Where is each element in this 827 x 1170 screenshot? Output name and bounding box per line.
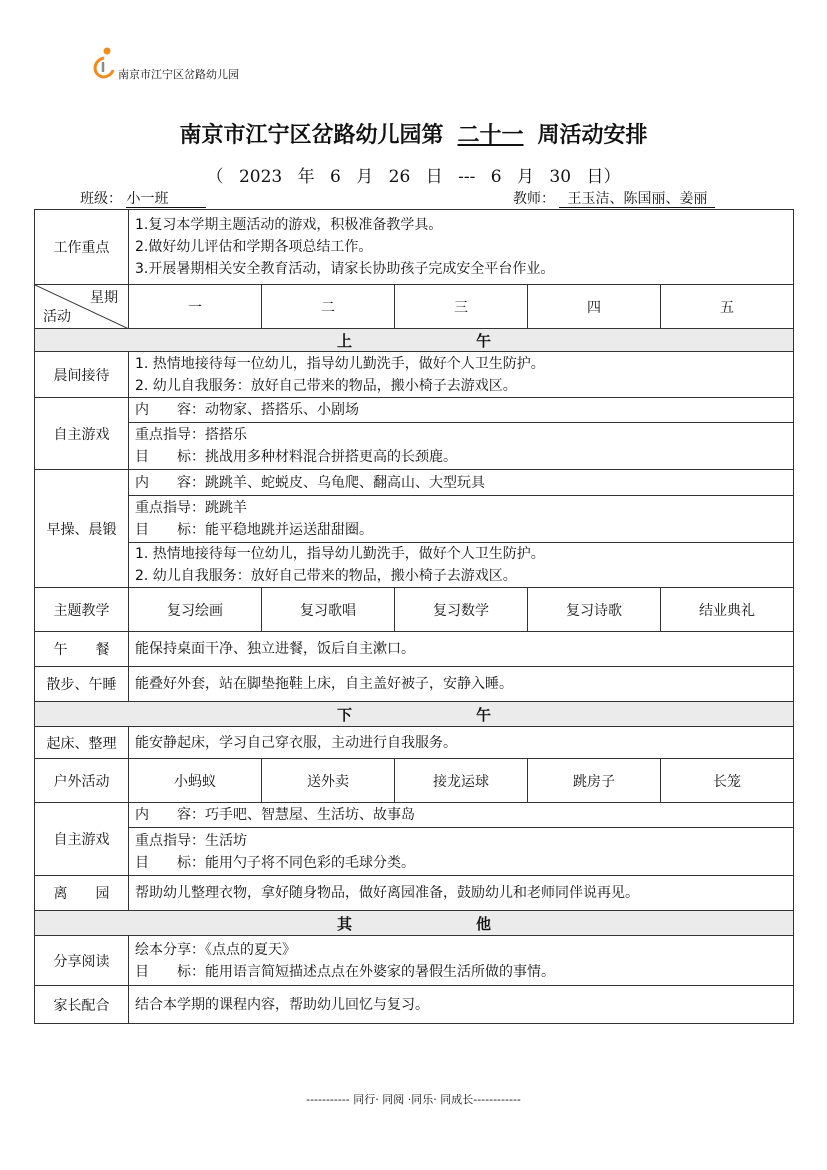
- exercise-note-line: 1. 热情地接待每一位幼儿，指导幼儿勤洗手，做好个人卫生防护。: [135, 546, 545, 562]
- focus-line: 2.做好幼儿评估和学期各项总结工作。: [135, 239, 373, 255]
- free-play-pm-content: 内 容：巧手吧、智慧屋、生活坊、故事岛: [135, 807, 415, 823]
- header-activity-label: 活动: [43, 309, 71, 325]
- section-char: 上: [337, 331, 353, 350]
- day-wednesday: 三: [395, 285, 528, 329]
- header-weekday-label: 星期: [90, 290, 118, 306]
- theme-tuesday: 复习歌唱: [262, 588, 395, 632]
- lunch-content-cell: [129, 632, 794, 667]
- exercise-goal: 目 标：能平稳地跳并运送甜甜圈。: [135, 522, 373, 538]
- teacher-label: 教师：: [513, 191, 555, 207]
- afternoon-section-header: [35, 702, 794, 727]
- title-suffix: 周活动安排: [537, 122, 648, 148]
- theme-friday: 结业典礼: [661, 588, 794, 632]
- date-day-end: 30: [549, 167, 572, 187]
- teacher-value: 王玉洁、陈国丽、姜丽: [559, 191, 715, 208]
- focus-line: 3.开展暑期相关安全教育活动，请家长协助孩子完成安全平台作业。: [135, 261, 555, 277]
- exercise-focus-row: [35, 496, 794, 543]
- theme-label: 主题教学: [35, 588, 129, 632]
- free-play-am-row: [35, 398, 794, 423]
- theme-thursday: 复习诗歌: [528, 588, 661, 632]
- date-month-char-end: 月: [517, 167, 534, 187]
- section-char: 下: [337, 705, 353, 724]
- parents-label: 家长配合: [35, 986, 129, 1024]
- parents-row: [35, 986, 794, 1024]
- exercise-focus: 重点指导：跳跳羊: [135, 500, 247, 516]
- reading-book: 绘本分享：《点点的夏天》: [135, 941, 296, 958]
- exercise-notes-row: [35, 543, 794, 588]
- leave-label: 离 园: [35, 876, 129, 911]
- exercise-notes-cell: [129, 543, 794, 588]
- free-play-am-label: 自主游戏: [35, 398, 129, 470]
- section-char: 他: [476, 914, 492, 933]
- title-week: 二十一: [457, 122, 524, 148]
- parents-content: 结合本学期的课程内容，帮助幼儿回忆与复习。: [135, 996, 429, 1013]
- free-play-pm-focus-cell: [129, 828, 794, 876]
- free-play-am-focus: 重点指导：搭搭乐: [135, 427, 247, 443]
- reception-content: [129, 352, 794, 398]
- outdoor-row: [35, 759, 794, 803]
- wake-content-cell: [129, 727, 794, 759]
- date-month-char: 月: [356, 167, 374, 187]
- nap-row: [35, 667, 794, 702]
- date-month-start: 6: [330, 167, 341, 187]
- date-month-end: 6: [490, 167, 502, 187]
- outdoor-thursday: 跳房子: [528, 759, 661, 803]
- theme-wednesday: 复习数学: [395, 588, 528, 632]
- page-title: [0, 118, 827, 149]
- class-label: 班级：: [80, 191, 122, 207]
- date-range: [0, 162, 827, 187]
- section-char: 其: [337, 914, 353, 933]
- lunch-row: [35, 632, 794, 667]
- reception-label: 晨间接待: [35, 352, 129, 398]
- nap-label: 散步、午睡: [35, 667, 129, 702]
- date-open: （: [206, 167, 224, 187]
- free-play-pm-content-cell: [129, 803, 794, 828]
- leave-content-cell: [129, 876, 794, 911]
- footer-slogan: ----------- 同行· 同阅 ·同乐· 同成长------------: [306, 1093, 521, 1106]
- reading-label: 分享阅读: [35, 936, 129, 986]
- section-char: 午: [476, 705, 492, 724]
- free-play-pm-focus-row: [35, 828, 794, 876]
- free-play-am-content: 内 容：动物家、搭搭乐、小剧场: [135, 402, 359, 418]
- other-section-header: [35, 911, 794, 936]
- free-play-pm-label: 自主游戏: [35, 803, 129, 876]
- exercise-note-line: 2. 幼儿自我服务：放好自己带来的物品，搬小椅子去游戏区。: [135, 568, 517, 584]
- day-tuesday: 二: [262, 285, 395, 329]
- free-play-am-goal: 目 标：挑战用多种材料混合拼搭更高的长颈鹿。: [135, 449, 457, 465]
- exercise-label: 早操、晨锻: [35, 470, 129, 588]
- free-play-pm-goal: 目 标：能用勺子将不同色彩的毛球分类。: [135, 854, 415, 871]
- date-day-start: 26: [388, 167, 411, 187]
- theme-monday: 复习绘画: [129, 588, 262, 632]
- other-section-row: [35, 911, 794, 936]
- reception-row: [35, 352, 794, 398]
- reception-line: 2. 幼儿自我服务：放好自己带来的物品，搬小椅子去游戏区。: [135, 377, 517, 394]
- reading-row: [35, 936, 794, 986]
- date-separator: ---: [458, 167, 476, 187]
- logo-text: 南京市江宁区岔路幼儿园: [118, 68, 239, 81]
- focus-label: 工作重点: [35, 210, 129, 285]
- date-day-char: 日: [425, 167, 443, 187]
- weekday-header-row: [35, 285, 794, 329]
- exercise-content-cell: [129, 470, 794, 496]
- diagonal-header-cell: [35, 285, 129, 329]
- outdoor-wednesday: 接龙运球: [395, 759, 528, 803]
- lunch-content: 能保持桌面干净、独立进餐，饭后自主漱口。: [135, 641, 415, 657]
- free-play-am-focus-cell: [129, 423, 794, 470]
- reading-goal: 目 标：能用语言简短描述点点在外婆家的暑假生活所做的事情。: [135, 963, 555, 980]
- outdoor-tuesday: 送外卖: [262, 759, 395, 803]
- outdoor-friday: 长笼: [661, 759, 794, 803]
- free-play-pm-row: [35, 803, 794, 828]
- nap-content: 能叠好外套，站在脚垫拖鞋上床，自主盖好被子，安静入睡。: [135, 676, 513, 692]
- focus-content: [129, 210, 794, 285]
- date-day-char-end: 日）: [586, 167, 621, 187]
- day-monday: 一: [129, 285, 262, 329]
- exercise-content: 内 容：跳跳羊、蛇蜕皮、乌龟爬、翻高山、大型玩具: [135, 474, 485, 491]
- wake-content: 能安静起床，学习自己穿衣服，主动进行自我服务。: [135, 734, 457, 751]
- exercise-row: [35, 470, 794, 496]
- logo-icon: [90, 46, 116, 80]
- free-play-am-focus-row: [35, 423, 794, 470]
- date-year-char: 年: [297, 167, 315, 187]
- afternoon-section-row: [35, 702, 794, 727]
- leave-row: [35, 876, 794, 911]
- lunch-label: 午 餐: [35, 632, 129, 667]
- free-play-am-content-cell: [129, 398, 794, 423]
- morning-section-row: [35, 329, 794, 352]
- class-info: [80, 188, 206, 208]
- parents-content-cell: [129, 986, 794, 1024]
- date-year: 2023: [238, 167, 283, 187]
- reception-line: 1. 热情地接待每一位幼儿，指导幼儿勤洗手，做好个人卫生防护。: [135, 355, 545, 372]
- wake-row: [35, 727, 794, 759]
- focus-line: 1.复习本学期主题活动的游戏，积极准备教学具。: [135, 217, 443, 233]
- exercise-focus-cell: [129, 496, 794, 543]
- theme-row: [35, 588, 794, 632]
- focus-row: [35, 210, 794, 285]
- outdoor-monday: 小蚂蚁: [129, 759, 262, 803]
- teacher-info: [513, 188, 715, 208]
- class-value: 小一班: [126, 191, 206, 208]
- nap-content-cell: [129, 667, 794, 702]
- section-char: 午: [476, 331, 492, 350]
- outdoor-label: 户外活动: [35, 759, 129, 803]
- wake-label: 起床、整理: [35, 727, 129, 759]
- schedule-table: [34, 209, 794, 1024]
- title-prefix: 南京市江宁区岔路幼儿园第: [179, 122, 444, 148]
- morning-section-header: [35, 329, 794, 352]
- reading-content-cell: [129, 936, 794, 986]
- day-friday: 五: [661, 285, 794, 329]
- day-thursday: 四: [528, 285, 661, 329]
- leave-content: 帮助幼儿整理衣物，拿好随身物品，做好离园准备，鼓励幼儿和老师同伴说再见。: [135, 885, 639, 901]
- free-play-pm-focus: 重点指导：生活坊: [135, 832, 247, 849]
